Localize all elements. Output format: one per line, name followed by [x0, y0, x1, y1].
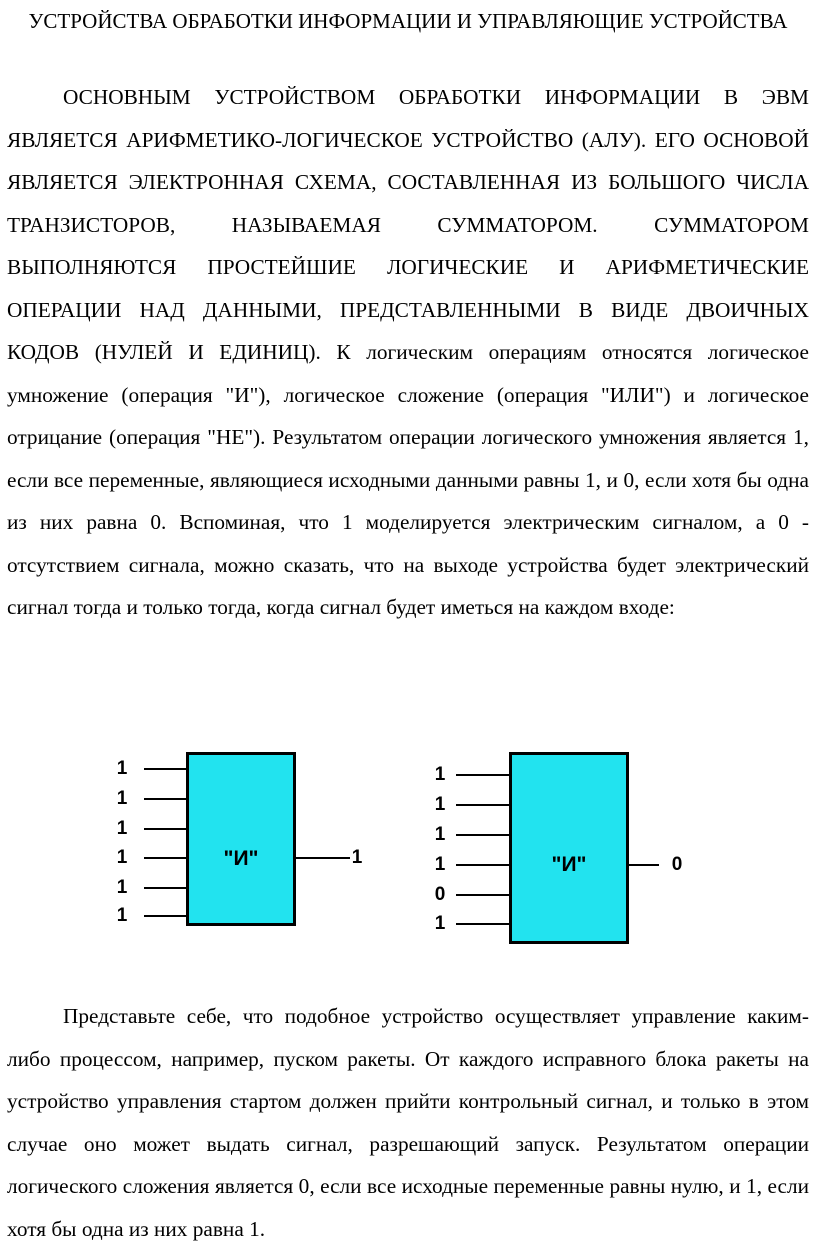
input-line	[456, 923, 510, 925]
input-value: 1	[116, 818, 128, 839]
paragraph-alu: ОСНОВНЫМ УСТРОЙСТВОМ ОБРАБОТКИ ИНФОРМАЦИИ В ЭВМ ЯВЛЯЕТСЯ АРИФМЕТИКО-ЛОГИЧЕСКОЕ УСТРОЙСТВО (АЛУ). ЕГО ОСНОВОЙ ЯВЛЯЕТСЯ ЭЛЕКТРОННАЯ СХЕМА, СОСТАВЛЕННАЯ ИЗ БОЛЬШОГО ЧИСЛА ТРАНЗИСТОРОВ, НАЗЫВАЕМАЯ СУММАТОРОМ. СУММАТОРОМ ВЫПОЛНЯЮТСЯ ПРОСТЕЙШИЕ ЛОГИЧЕСКИЕ И АРИФМЕТИЧЕСКИЕ ОПЕРАЦИИ НАД ДАННЫМИ, ПРЕДСТАВЛЕННЫМИ В ВИДЕ ДВОИЧНЫХ КОДОВ (НУЛЕЙ И ЕДИНИЦ). К логическим операциям относятся логическое умножение (операция "И"), логическое сложение (операция "ИЛИ") и логическое отрицание (операция "НЕ"). Результатом операции логического умножения является 1, если все переменные, являющиеся исходными данными равны 1, и 0, если хотя бы одна из них равна 0. Вспоминая, что 1 моделируется электрическим сигналом, а 0 - отсутствием сигнала, можно сказать, что на выходе устройства будет электрический сигнал тогда и только тогда, когда сигнал будет иметься на каждом входе:	[7, 85, 809, 619]
input-line	[144, 915, 187, 917]
input-line	[144, 798, 187, 800]
and-gate-box	[509, 752, 629, 944]
input-value: 1	[116, 877, 128, 898]
input-line	[144, 887, 187, 889]
input-value: 1	[434, 913, 446, 934]
input-value: 1	[116, 758, 128, 779]
paragraph-rocket: Представьте себе, что подобное устройство осуществляет управление каким-либо процессом, например, пуском ракеты. От каждого исправного блока ракеты на устройство управления стартом должен прийти контрольный сигнал, и только в этом случае оно может выдать сигнал, разрешающий запуск. Результатом операции логического сложения является 0, если все исходные переменные равны нулю, и 1, если хотя бы одна из них равна 1.	[7, 1004, 809, 1241]
input-value: 1	[116, 847, 128, 868]
input-line	[456, 774, 510, 776]
gate-label: "И"	[223, 847, 259, 870]
output-line	[296, 857, 350, 859]
input-value: 1	[434, 794, 446, 815]
output-line	[629, 864, 659, 866]
output-value: 1	[351, 847, 363, 868]
input-line	[144, 857, 187, 859]
input-line	[456, 804, 510, 806]
input-line	[144, 828, 187, 830]
gate-label: "И"	[551, 853, 587, 876]
input-line	[456, 864, 510, 866]
input-line	[144, 768, 187, 770]
input-value: 1	[116, 788, 128, 809]
input-line	[456, 834, 510, 836]
input-value: 1	[116, 905, 128, 926]
and-gate-box	[186, 752, 296, 926]
input-value: 1	[434, 854, 446, 875]
output-value: 0	[671, 854, 683, 875]
input-line	[456, 894, 510, 896]
input-value: 1	[434, 764, 446, 785]
input-value: 0	[434, 884, 446, 905]
input-value: 1	[434, 824, 446, 845]
page-title: УСТРОЙСТВА ОБРАБОТКИ ИНФОРМАЦИИ И УПРАВЛЯЮЩИЕ УСТРОЙСТВА	[28, 9, 788, 33]
